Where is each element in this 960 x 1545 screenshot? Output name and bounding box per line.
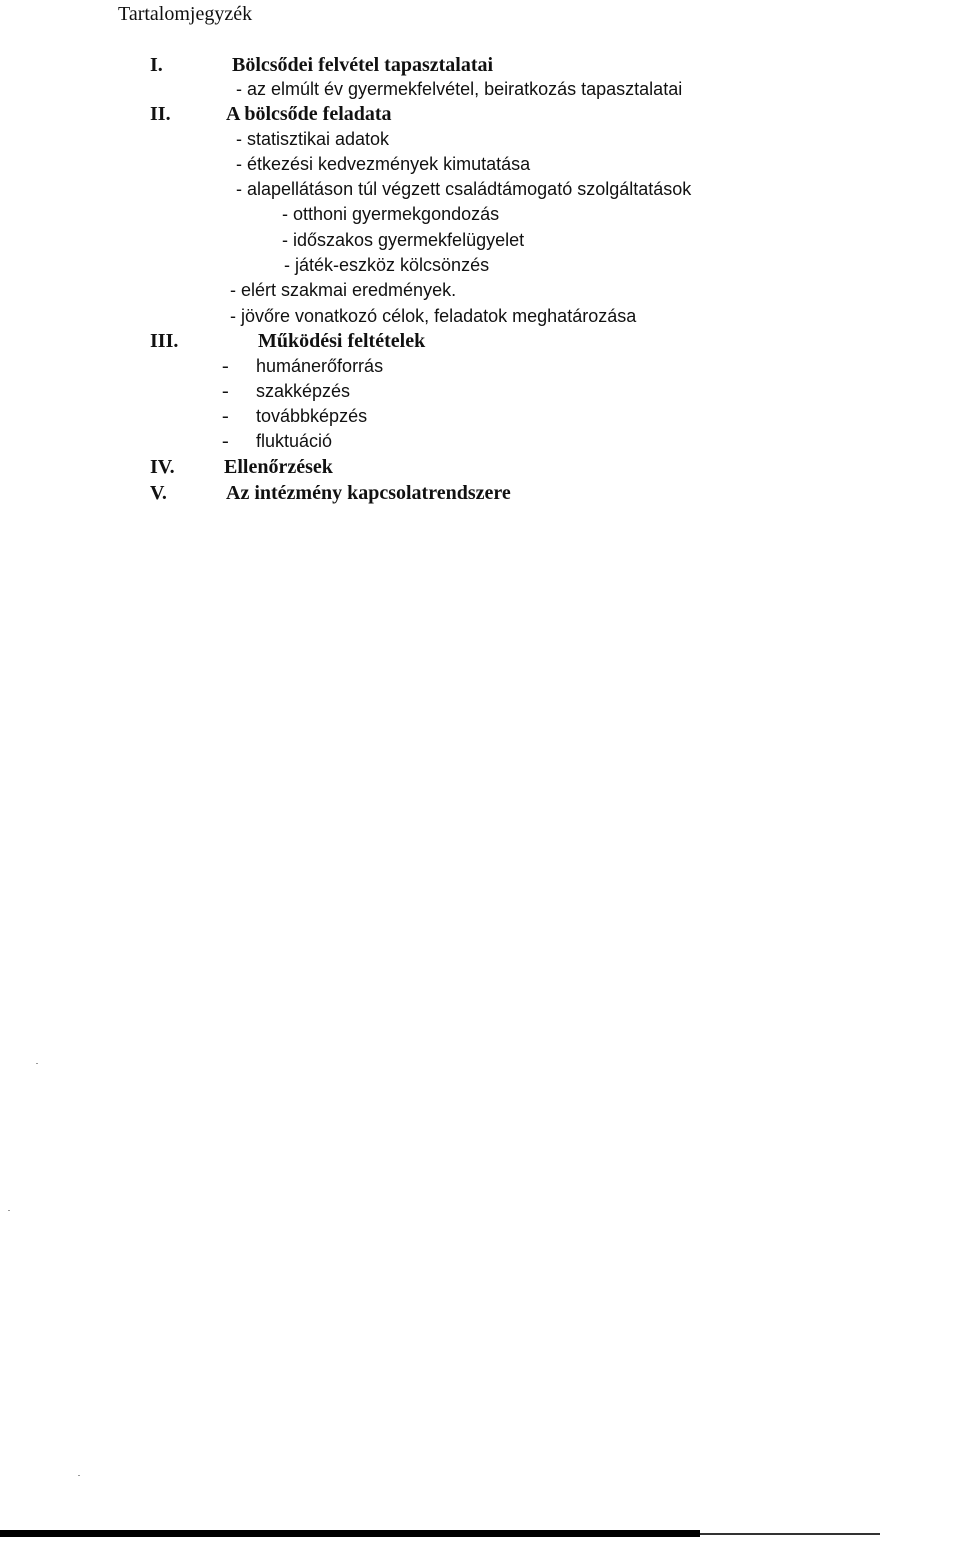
section-1-numeral: I. bbox=[150, 54, 163, 76]
section-2-numeral: II. bbox=[150, 103, 171, 125]
section-2-item-5: - időszakos gyermekfelügyelet bbox=[282, 230, 525, 250]
section-3-item-2: szakképzés bbox=[256, 381, 351, 401]
section-2-item-6: - játék-eszköz kölcsönzés bbox=[284, 255, 490, 275]
section-4-numeral: IV. bbox=[150, 456, 175, 478]
section-3-item-4: fluktuáció bbox=[256, 431, 333, 451]
section-3-numeral: III. bbox=[150, 330, 179, 352]
list-dash-1: - bbox=[222, 355, 229, 377]
document-title: Tartalomjegyzék bbox=[118, 3, 253, 25]
scan-speck bbox=[8, 1210, 10, 1211]
section-2-item-2: - étkezési kedvezmények kimutatása bbox=[236, 154, 531, 174]
section-2-heading: A bölcsőde feladata bbox=[226, 103, 392, 125]
bottom-border-tail bbox=[700, 1533, 880, 1535]
section-2-item-3: - alapellátáson túl végzett családtámogató szolgáltatások bbox=[236, 179, 692, 199]
section-2-item-1: - statisztikai adatok bbox=[236, 129, 390, 149]
section-3-heading: Működési feltételek bbox=[258, 330, 426, 352]
section-3-item-1: humánerőforrás bbox=[256, 356, 384, 376]
list-dash-2: - bbox=[222, 380, 229, 402]
bottom-border bbox=[0, 1530, 700, 1537]
scan-speck bbox=[36, 1063, 38, 1064]
section-5-numeral: V. bbox=[150, 482, 167, 504]
section-5-heading: Az intézmény kapcsolatrendszere bbox=[226, 482, 511, 504]
section-2-item-7: - elért szakmai eredmények. bbox=[230, 280, 457, 300]
section-2-item-8: - jövőre vonatkozó célok, feladatok meghatározása bbox=[230, 306, 637, 326]
section-1-heading: Bölcsődei felvétel tapasztalatai bbox=[232, 54, 494, 76]
scan-speck bbox=[78, 1475, 80, 1476]
list-dash-3: - bbox=[222, 405, 229, 427]
section-4-heading: Ellenőrzések bbox=[224, 456, 333, 478]
list-dash-4: - bbox=[222, 430, 229, 452]
section-2-item-4: - otthoni gyermekgondozás bbox=[282, 204, 500, 224]
section-1-item-1: - az elmúlt év gyermekfelvétel, beiratkozás tapasztalatai bbox=[236, 79, 683, 99]
section-3-item-3: továbbképzés bbox=[256, 406, 368, 426]
